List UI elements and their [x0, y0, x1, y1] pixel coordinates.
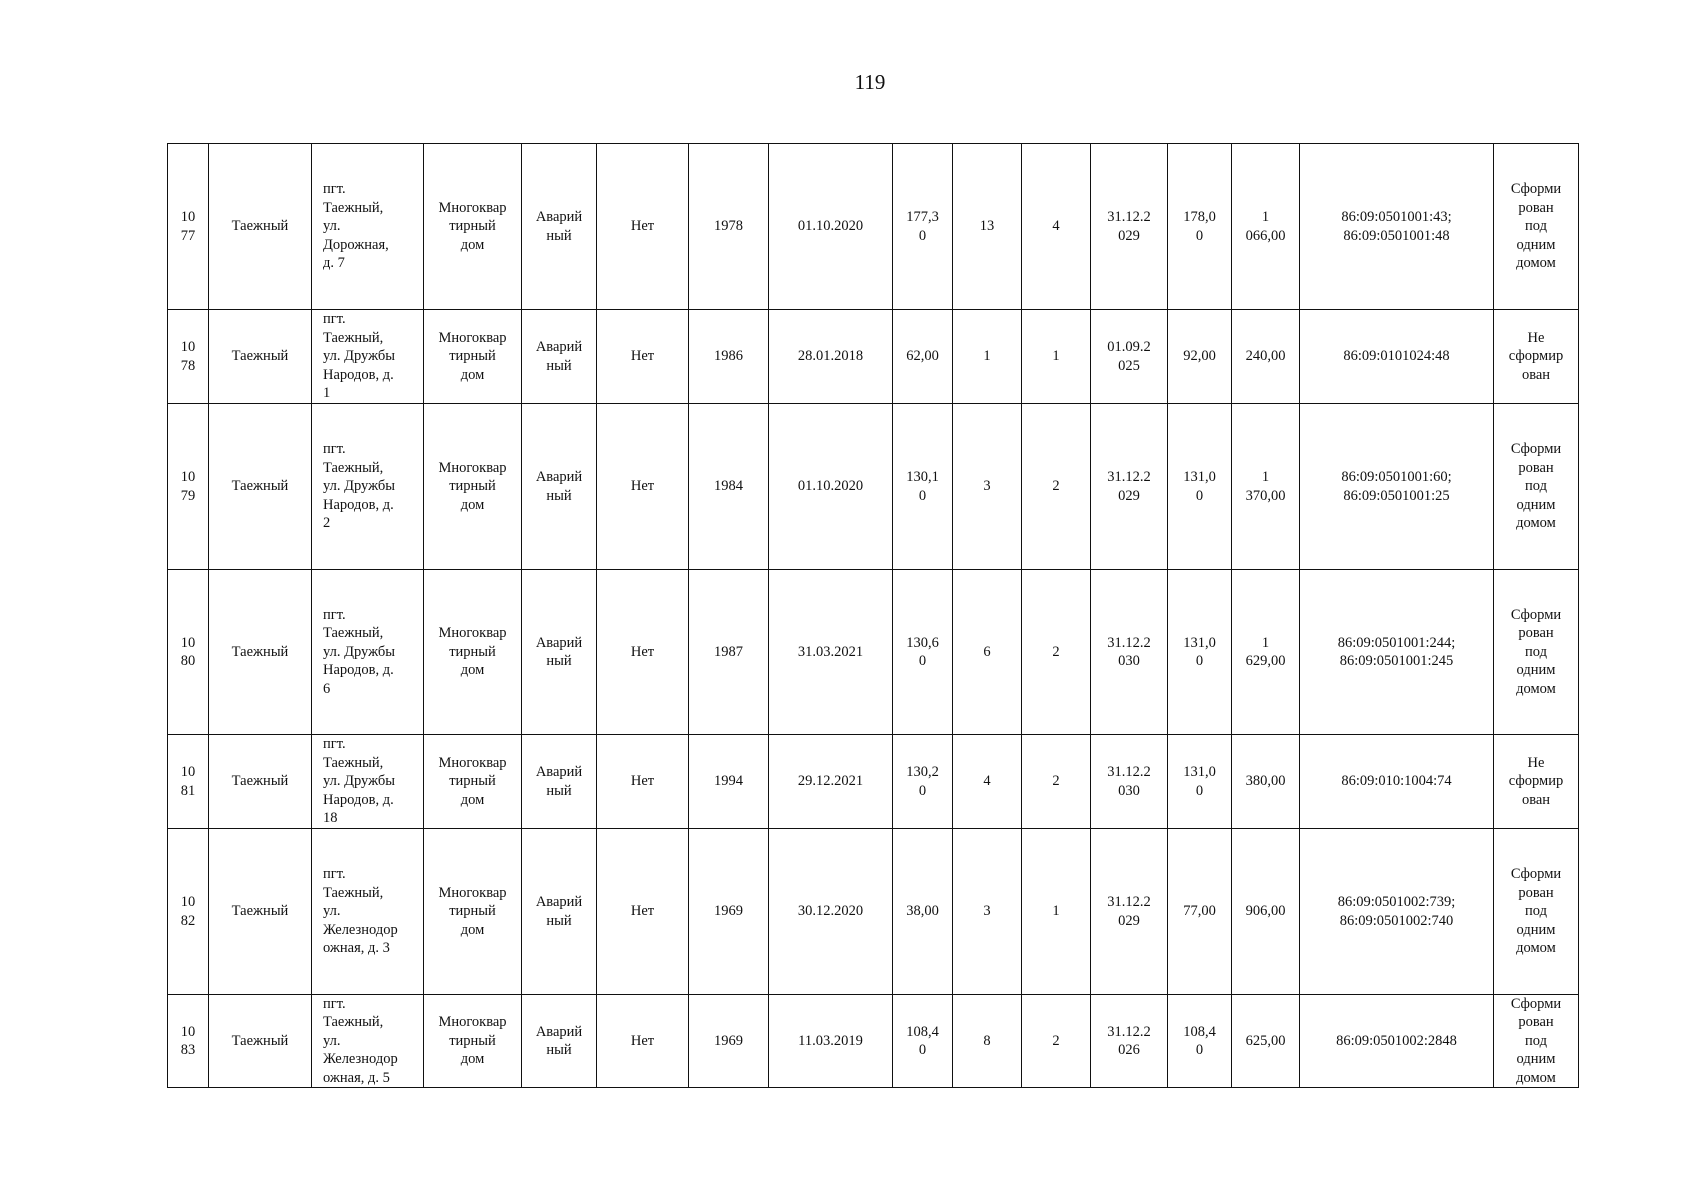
recognition-date: 31.03.2021 [769, 570, 893, 735]
build-year: 1978 [689, 144, 769, 310]
recognition-date: 28.01.2018 [769, 310, 893, 404]
residents: 6 [953, 570, 1022, 735]
count: 1 [1022, 829, 1091, 995]
area: 62,00 [893, 310, 953, 404]
cadastral-number: 86:09:0101024:48 [1300, 310, 1494, 404]
count: 2 [1022, 735, 1091, 829]
total-area: 131,0 0 [1168, 735, 1232, 829]
flag: Нет [597, 829, 689, 995]
cadastral-number: 86:09:0501001:244; 86:09:0501001:245 [1300, 570, 1494, 735]
residents: 13 [953, 144, 1022, 310]
row-number: 10 83 [168, 995, 209, 1088]
cadastral-number: 86:09:0501002:2848 [1300, 995, 1494, 1088]
locality: Таежный [209, 404, 312, 570]
recognition-date: 29.12.2021 [769, 735, 893, 829]
row-number: 10 80 [168, 570, 209, 735]
total-area: 178,0 0 [1168, 144, 1232, 310]
cadastral-number: 86:09:0501001:43; 86:09:0501001:48 [1300, 144, 1494, 310]
total-area: 131,0 0 [1168, 570, 1232, 735]
area: 177,3 0 [893, 144, 953, 310]
area: 38,00 [893, 829, 953, 995]
land-formed-status: Не сформир ован [1494, 310, 1579, 404]
building-type: Многоквар тирный дом [424, 995, 522, 1088]
locality: Таежный [209, 570, 312, 735]
land-area: 625,00 [1232, 995, 1300, 1088]
address: пгт. Таежный, ул. Дружбы Народов, д. 18 [312, 735, 424, 829]
row-number: 10 81 [168, 735, 209, 829]
address: пгт. Таежный, ул. Дружбы Народов, д. 6 [312, 570, 424, 735]
land-formed-status: Не сформир ован [1494, 735, 1579, 829]
address: пгт. Таежный, ул. Дружбы Народов, д. 2 [312, 404, 424, 570]
condition-status: Аварий ный [522, 144, 597, 310]
land-formed-status: Сформи рован под одним домом [1494, 995, 1579, 1088]
cadastral-number: 86:09:010:1004:74 [1300, 735, 1494, 829]
condition-status: Аварий ный [522, 310, 597, 404]
count: 2 [1022, 404, 1091, 570]
flag: Нет [597, 144, 689, 310]
table-row [168, 995, 1579, 1088]
locality: Таежный [209, 144, 312, 310]
land-area: 1 066,00 [1232, 144, 1300, 310]
count: 2 [1022, 570, 1091, 735]
area: 108,4 0 [893, 995, 953, 1088]
row-number: 10 78 [168, 310, 209, 404]
address: пгт. Таежный, ул. Дружбы Народов, д. 1 [312, 310, 424, 404]
land-area: 1 370,00 [1232, 404, 1300, 570]
land-area: 1 629,00 [1232, 570, 1300, 735]
count: 1 [1022, 310, 1091, 404]
housing-registry-table [167, 143, 1579, 1088]
table-row [168, 144, 1579, 310]
flag: Нет [597, 404, 689, 570]
build-year: 1984 [689, 404, 769, 570]
condition-status: Аварий ный [522, 570, 597, 735]
deadline: 31.12.2 029 [1091, 404, 1168, 570]
flag: Нет [597, 310, 689, 404]
flag: Нет [597, 570, 689, 735]
total-area: 77,00 [1168, 829, 1232, 995]
condition-status: Аварий ный [522, 404, 597, 570]
land-formed-status: Сформи рован под одним домом [1494, 829, 1579, 995]
build-year: 1994 [689, 735, 769, 829]
residents: 4 [953, 735, 1022, 829]
row-number: 10 79 [168, 404, 209, 570]
cadastral-number: 86:09:0501001:60; 86:09:0501001:25 [1300, 404, 1494, 570]
building-type: Многоквар тирный дом [424, 144, 522, 310]
row-number: 10 77 [168, 144, 209, 310]
land-formed-status: Сформи рован под одним домом [1494, 144, 1579, 310]
land-area: 240,00 [1232, 310, 1300, 404]
build-year: 1986 [689, 310, 769, 404]
total-area: 92,00 [1168, 310, 1232, 404]
locality: Таежный [209, 310, 312, 404]
residents: 8 [953, 995, 1022, 1088]
recognition-date: 11.03.2019 [769, 995, 893, 1088]
flag: Нет [597, 995, 689, 1088]
building-type: Многоквар тирный дом [424, 829, 522, 995]
building-type: Многоквар тирный дом [424, 310, 522, 404]
locality: Таежный [209, 995, 312, 1088]
count: 4 [1022, 144, 1091, 310]
locality: Таежный [209, 829, 312, 995]
condition-status: Аварий ный [522, 829, 597, 995]
recognition-date: 30.12.2020 [769, 829, 893, 995]
land-area: 906,00 [1232, 829, 1300, 995]
address: пгт. Таежный, ул. Железнодор ожная, д. 5 [312, 995, 424, 1088]
table-row [168, 310, 1579, 404]
land-formed-status: Сформи рован под одним домом [1494, 404, 1579, 570]
condition-status: Аварий ный [522, 995, 597, 1088]
flag: Нет [597, 735, 689, 829]
page-number: 119 [854, 70, 886, 94]
area: 130,6 0 [893, 570, 953, 735]
deadline: 31.12.2 030 [1091, 570, 1168, 735]
address: пгт. Таежный, ул. Дорожная, д. 7 [312, 144, 424, 310]
build-year: 1969 [689, 995, 769, 1088]
build-year: 1987 [689, 570, 769, 735]
table-row [168, 570, 1579, 735]
residents: 3 [953, 404, 1022, 570]
deadline: 01.09.2 025 [1091, 310, 1168, 404]
build-year: 1969 [689, 829, 769, 995]
building-type: Многоквар тирный дом [424, 735, 522, 829]
table-row [168, 829, 1579, 995]
condition-status: Аварий ный [522, 735, 597, 829]
residents: 3 [953, 829, 1022, 995]
deadline: 31.12.2 029 [1091, 144, 1168, 310]
cadastral-number: 86:09:0501002:739; 86:09:0501002:740 [1300, 829, 1494, 995]
area: 130,2 0 [893, 735, 953, 829]
land-formed-status: Сформи рован под одним домом [1494, 570, 1579, 735]
deadline: 31.12.2 030 [1091, 735, 1168, 829]
table-row [168, 735, 1579, 829]
recognition-date: 01.10.2020 [769, 144, 893, 310]
deadline: 31.12.2 026 [1091, 995, 1168, 1088]
locality: Таежный [209, 735, 312, 829]
count: 2 [1022, 995, 1091, 1088]
recognition-date: 01.10.2020 [769, 404, 893, 570]
deadline: 31.12.2 029 [1091, 829, 1168, 995]
total-area: 131,0 0 [1168, 404, 1232, 570]
table-row [168, 404, 1579, 570]
building-type: Многоквар тирный дом [424, 404, 522, 570]
building-type: Многоквар тирный дом [424, 570, 522, 735]
area: 130,1 0 [893, 404, 953, 570]
address: пгт. Таежный, ул. Железнодор ожная, д. 3 [312, 829, 424, 995]
land-area: 380,00 [1232, 735, 1300, 829]
row-number: 10 82 [168, 829, 209, 995]
residents: 1 [953, 310, 1022, 404]
total-area: 108,4 0 [1168, 995, 1232, 1088]
